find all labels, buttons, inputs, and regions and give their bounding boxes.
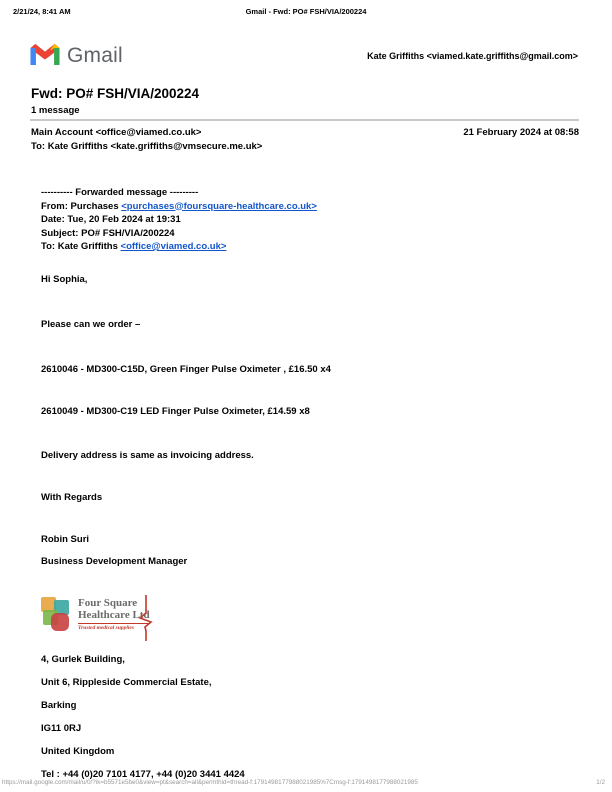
- order-item-2: 2610049 - MD300-C19 LED Finger Pulse Oximeter, £14.59 x8: [41, 406, 310, 417]
- from-line: [31, 127, 262, 138]
- to-line: To: Kate Griffiths <kate.griffiths@vmsecure.me.uk>: [31, 141, 263, 152]
- gmail-m-icon: [30, 42, 60, 70]
- address-phone-line: Tel : +44 (0)20 7101 4177, +44 (0)20 3441 4424: [41, 768, 245, 780]
- foursquare-healthcare-logo: [41, 593, 149, 643]
- account-identity: Kate Griffiths <viamed.kate.griffiths@gmail.com>: [367, 51, 578, 61]
- forwarded-to-email-link[interactable]: <office@viamed.co.uk>: [120, 241, 227, 252]
- footer-url: https://mail.google.com/mail/u/0/?ik=b5571e5be0&view=pt&search=all&permthid=thread-f:1791498177988021985%7Cmsg-f:1791498177988021985: [2, 779, 418, 786]
- print-title: Gmail - Fwd: PO# FSH/VIA/200224: [245, 7, 367, 16]
- forwarded-to-label: To: Kate Griffiths: [41, 241, 121, 252]
- email-subject: Fwd: PO# FSH/VIA/200224: [31, 86, 200, 101]
- print-header: [0, 7, 612, 19]
- address-line: IG11 0RJ: [41, 722, 82, 734]
- message-count: 1 message: [31, 105, 80, 116]
- header-divider: [30, 119, 579, 121]
- body-delivery-note: Delivery address is same as invoicing address.: [41, 449, 254, 461]
- forwarded-from-email-link[interactable]: <purchases@foursquare-healthcare.co.uk>: [121, 200, 317, 212]
- forwarded-divider: ---------- Forwarded message ---------: [41, 187, 199, 198]
- forwarded-subject-line: Subject: PO# FSH/VIA/200224: [41, 227, 175, 239]
- from-email: <office@viamed.co.uk>: [95, 127, 202, 138]
- address-line: United Kingdom: [41, 745, 115, 757]
- gmail-bar: [30, 42, 578, 70]
- company-name-line2: Healthcare Ltd: [78, 608, 150, 621]
- body-regards: With Regards: [41, 492, 103, 503]
- forwarded-from-line: [41, 200, 582, 214]
- signature-name: Robin Suri: [41, 533, 90, 545]
- forwarded-header: [41, 186, 582, 254]
- message-header-left: [31, 127, 262, 152]
- company-tagline: Trusted medical supplies: [78, 623, 150, 632]
- ecg-line-icon: [137, 595, 155, 646]
- address-line: 4, Gurlek Building,: [41, 653, 125, 665]
- print-footer: [0, 779, 612, 789]
- forwarded-from-label: From: Purchases: [41, 200, 122, 212]
- company-name-line1: Four Square: [78, 596, 138, 609]
- message-date: 21 February 2024 at 08:58: [463, 127, 579, 138]
- print-date: 2/21/24, 8:41 AM: [13, 7, 71, 16]
- foursquare-squares-icon: [41, 597, 75, 637]
- signature-title: Business Development Manager: [41, 556, 188, 567]
- order-item-1: 2610046 - MD300-C15D, Green Finger Pulse Oximeter , £16.50 x4: [41, 363, 331, 375]
- forwarded-date-line: Date: Tue, 20 Feb 2024 at 19:31: [41, 214, 181, 225]
- address-line: Unit 6, Rippleside Commercial Estate,: [41, 676, 212, 688]
- footer-page-number: 1/2: [596, 779, 605, 786]
- address-line: Barking: [41, 699, 77, 711]
- forwarded-to-line: [41, 240, 582, 254]
- gmail-logo: [30, 42, 123, 70]
- body-greeting: Hi Sophia,: [41, 273, 88, 285]
- company-address: [41, 653, 582, 781]
- from-name: Main Account: [31, 127, 93, 138]
- body-request: Please can we order –: [41, 319, 141, 330]
- message-header: [31, 127, 579, 152]
- message-body: [41, 186, 582, 791]
- gmail-wordmark: Gmail: [67, 44, 123, 67]
